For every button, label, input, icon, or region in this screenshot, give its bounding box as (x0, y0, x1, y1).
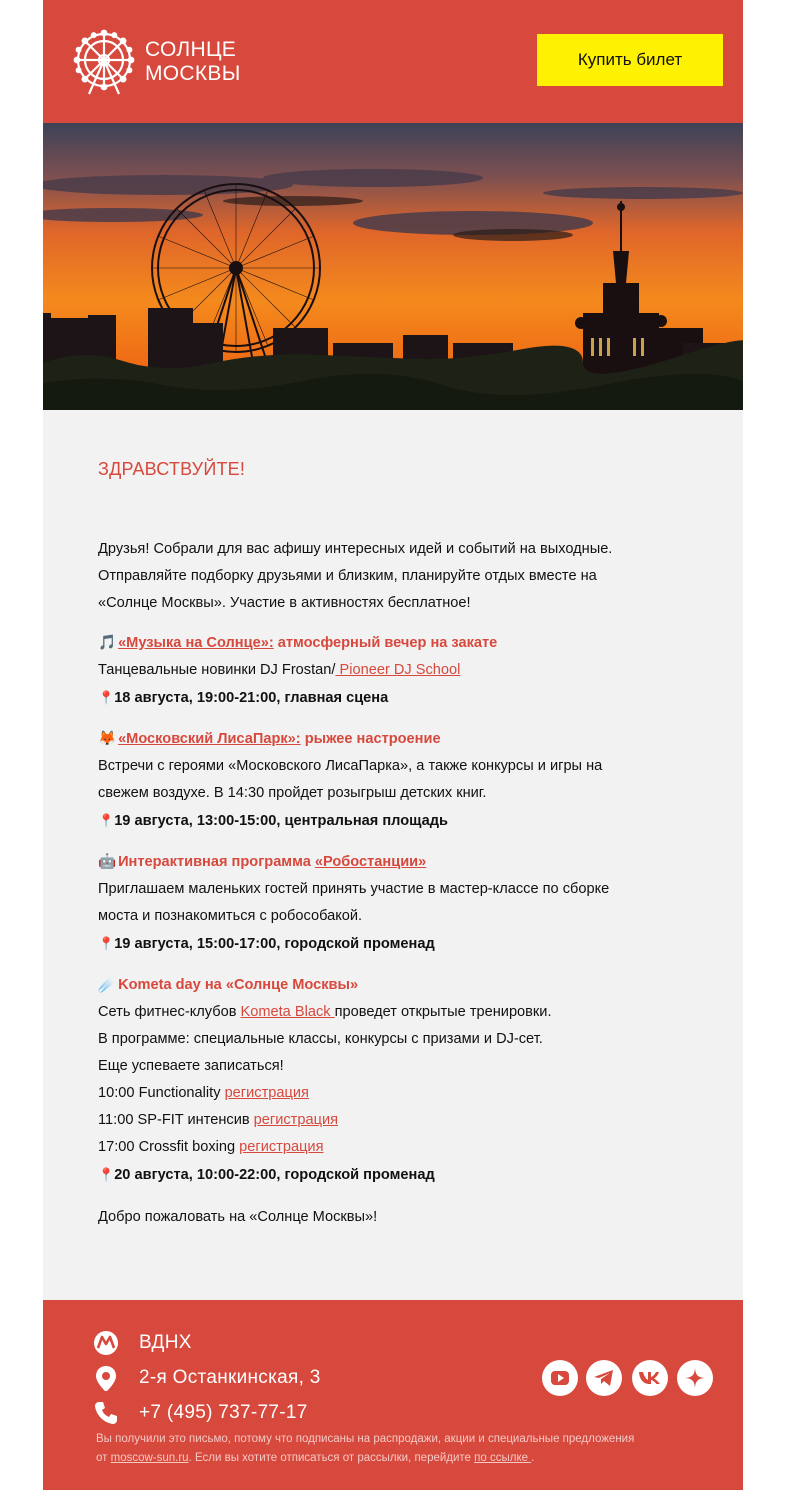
pioneer-dj-school-link[interactable]: Pioneer DJ School (335, 662, 461, 678)
address-text: 2-я Останкинская, 3 (139, 1367, 321, 1388)
session-row (98, 1134, 648, 1161)
location-icon (93, 1365, 119, 1391)
unsubscribe-link[interactable]: по ссылке (474, 1452, 532, 1464)
pin-icon: 📍 (98, 936, 115, 951)
event-1 (98, 630, 648, 712)
event-3-desc: Приглашаем маленьких гостей принять участие в мастер-классе по сборке моста и познакомиться с робособакой. (98, 881, 610, 924)
intro-text: Друзья! Собрали для вас афишу интересных идей и событий на выходные. Отправляйте подборку друзьями и близким, планируйте отдых вместе на «Солнце Москвы». Участие в активностях бесплатное! (98, 541, 613, 611)
event-1-title (98, 630, 648, 657)
event-3-title-link[interactable]: «Робостанции» (314, 854, 427, 870)
sunset-skyline-illustration (43, 123, 743, 410)
vk-icon[interactable] (632, 1360, 668, 1396)
legal-line-1: Вы получили это письмо, потому что подписаны на распродажи, акции и специальные предложения (96, 1433, 635, 1445)
event-2-desc: Встречи с героями «Московского ЛисаПарка», а также конкурсы и игры на свежем воздухе. В 14:30 пройдет розыгрыш детских книг. (98, 758, 603, 801)
footer (43, 1300, 743, 1490)
logo-text (145, 38, 241, 86)
event-1-desc (98, 657, 648, 684)
logo-line-2: МОСКВЫ (145, 62, 241, 85)
zen-icon[interactable] (677, 1360, 713, 1396)
comet-icon: ☄️ (98, 977, 117, 993)
legal-prefix: от (96, 1452, 111, 1464)
kometa-black-link[interactable]: Kometa Black (240, 1004, 335, 1020)
telegram-icon[interactable] (586, 1360, 622, 1396)
event-4-when (98, 1161, 648, 1189)
legal-end: . (531, 1452, 535, 1464)
youtube-icon[interactable] (542, 1360, 578, 1396)
event-4-line3: Еще успеваете записаться! (98, 1058, 284, 1074)
hero-image (43, 123, 743, 410)
event-4 (98, 972, 648, 1189)
session-3-text: 17:00 Crossfit boxing (98, 1139, 240, 1155)
event-4-desc-suffix: проведет открытые тренировки. (334, 1004, 552, 1020)
session-1-register-link[interactable]: регистрация (224, 1085, 309, 1101)
phone-icon (93, 1400, 119, 1426)
event-4-line2: В программе: специальные классы, конкурсы с призами и DJ-сет. (98, 1031, 543, 1047)
event-3-title (98, 849, 648, 876)
pin-icon: 📍 (98, 813, 115, 828)
event-1-desc-text: Танцевальные новинки DJ Frostan/ (98, 662, 336, 678)
session-2-text: 11:00 SP-FIT интенсив (98, 1112, 254, 1128)
logo-line-1: СОЛНЦЕ (145, 38, 237, 61)
event-1-title-link[interactable]: «Музыка на Солнце»: (118, 635, 274, 651)
robot-icon: 🤖 (98, 854, 117, 870)
session-row (98, 1107, 648, 1134)
session-row (98, 1080, 648, 1107)
event-1-title-rest: атмосферный вечер на закате (273, 635, 498, 651)
legal-mid: . Если вы хотите отписаться от рассылки, перейдите (188, 1452, 475, 1464)
event-1-when (98, 684, 648, 712)
session-3-register-link[interactable]: регистрация (239, 1139, 324, 1155)
music-icon: 🎵 (98, 635, 117, 651)
event-2 (98, 726, 648, 835)
closing-text: Добро пожаловать на «Солнце Москвы»! (98, 1209, 378, 1225)
event-4-title (98, 972, 648, 999)
pin-icon: 📍 (98, 1167, 115, 1182)
session-2-register-link[interactable]: регистрация (253, 1112, 339, 1128)
event-2-title-link[interactable]: «Московский ЛисаПарк»: (118, 731, 301, 747)
event-3-when-text: 19 августа, 15:00-17:00, городской променад (114, 936, 435, 952)
event-1-when-text: 18 августа, 19:00-21:00, главная сцена (114, 690, 389, 706)
logo[interactable] (73, 28, 253, 96)
pin-icon: 📍 (98, 690, 115, 705)
header (43, 0, 743, 123)
event-2-when (98, 807, 648, 835)
event-4-desc-prefix: Сеть фитнес-клубов (98, 1004, 241, 1020)
metro-icon (93, 1330, 119, 1356)
event-3-when (98, 930, 648, 958)
legal-notice (96, 1430, 696, 1468)
metro-station: ВДНХ (139, 1332, 192, 1353)
session-1-text: 10:00 Functionality (98, 1085, 225, 1101)
email-container (43, 0, 743, 1490)
legal-line-2 (96, 1449, 696, 1468)
main-content (43, 410, 743, 1300)
event-2-title-rest: рыжее настроение (300, 731, 441, 747)
site-link[interactable]: moscow-sun.ru (110, 1452, 189, 1464)
greeting: ЗДРАВСТВУЙТЕ! (98, 459, 246, 479)
event-3-title-prefix: Интерактивная программа (118, 854, 315, 870)
phone-number[interactable]: +7 (495) 737-77-17 (139, 1402, 308, 1423)
ferris-wheel-logo-icon (73, 28, 137, 96)
buy-ticket-button[interactable]: Купить билет (537, 34, 723, 86)
event-3 (98, 849, 648, 958)
event-2-title (98, 726, 648, 753)
event-2-when-text: 19 августа, 13:00-15:00, центральная площадь (114, 813, 448, 829)
event-4-title-text: Kometa day на «Солнце Москвы» (118, 977, 359, 993)
event-4-when-text: 20 августа, 10:00-22:00, городской променад (114, 1167, 435, 1183)
fox-icon: 🦊 (98, 731, 117, 747)
event-4-desc (98, 999, 648, 1026)
